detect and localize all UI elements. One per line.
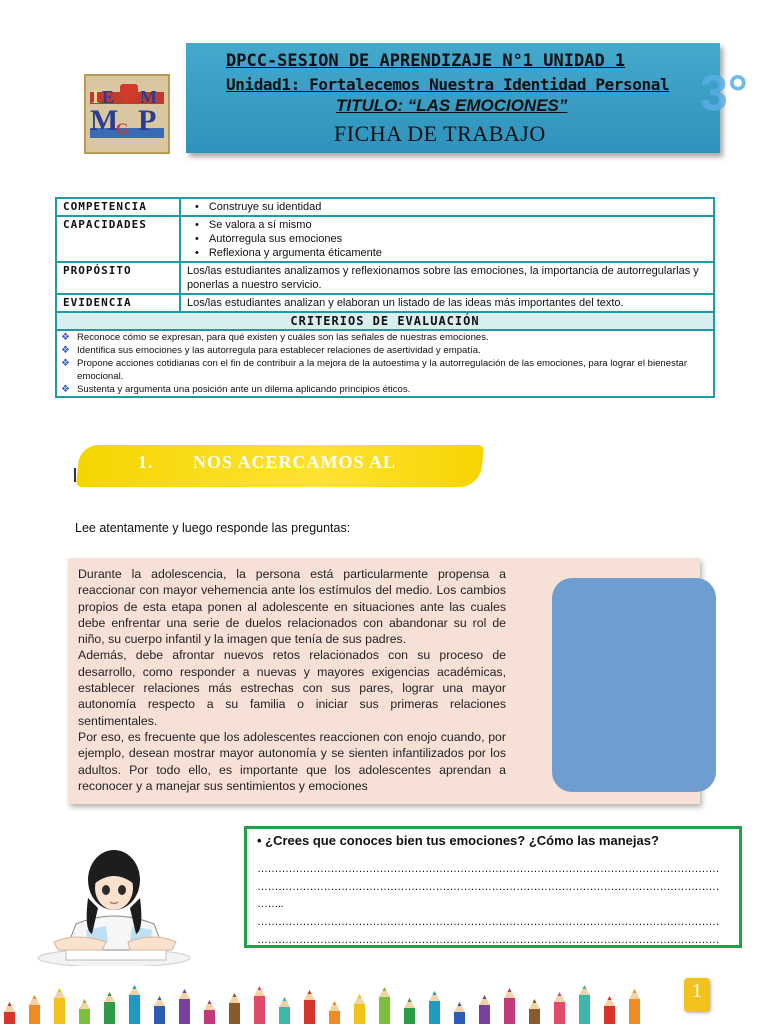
reading-paragraph: Durante la adolescencia, la persona está particularmente propensa a reaccionar con mayor vehemencia ante los estímulos del medio. Los cambios propios de esta etapa ponen al adolescente en situaciones ante las cuales debe enfrentar una serie de duelos relacionados con abandonar su rol de niño, su cuerpo infantil y la imagen que tenía de sus padres.: [78, 567, 506, 647]
proposito-row: [57, 263, 713, 295]
capacidad-item: • Reflexiona y argumenta éticamente: [195, 246, 707, 260]
evidencia-text: Los/las estudiantes analizan y elaboran un listado de las ideas más importantes del texto.: [187, 297, 624, 309]
student-girl-illustration: [36, 838, 196, 966]
instruction-text: Lee atentamente y luego responde las preguntas:: [75, 521, 351, 535]
competencia-item: • Construye su identidad: [195, 200, 707, 214]
criterio-text: Sustenta y argumenta una posición ante un dilema aplicando principios éticos.: [77, 384, 411, 395]
section-heading: [138, 452, 396, 473]
competencia-row: [57, 199, 713, 217]
pencil-lead: [533, 999, 537, 1003]
logo-letter: I: [92, 87, 100, 107]
pencil-body: [479, 1005, 490, 1024]
pencil-lead: [383, 987, 387, 991]
criterio-item: [61, 357, 709, 383]
pencil-body: [629, 999, 640, 1024]
diamond-bullet-icon: ❖: [61, 358, 70, 369]
reading-paragraph: Además, debe afrontar nuevos retos relacionados con su proceso de desarrollo, como responder a nuevas y mayores exigencias académicas, establecer relaciones más estrechas con sus pares, lograr una mayor autonomía respecto a su familia o iniciar sus primeras relaciones sentimentales.: [78, 648, 506, 728]
criterio-item: [61, 344, 709, 357]
school-logo: [84, 74, 170, 154]
logo-letter: E: [102, 87, 115, 107]
reading-text: [78, 566, 506, 794]
proposito-label: PROPÓSITO: [57, 263, 181, 293]
criterios-heading: CRITERIOS DE EVALUACIÓN: [57, 313, 713, 331]
pencil-body: [154, 1006, 165, 1024]
pencil-lead: [58, 988, 62, 992]
criterio-text: Identifica sus emociones y las autorregula para establecer relaciones de asertividad y empatía.: [77, 345, 481, 356]
pencil-lead: [458, 1002, 462, 1006]
question-text: • ¿Crees que conoces bien tus emociones? ¿Cómo las manejas?: [257, 833, 659, 848]
section-title: NOS ACERCAMOS AL: [193, 452, 397, 472]
grade-label: 3°: [700, 65, 748, 121]
pencil-body: [379, 997, 390, 1024]
answer-line[interactable]: ……………………………………………………………………………………………………………………: [257, 916, 719, 928]
pencil-lead: [358, 994, 362, 998]
pencil-body: [579, 995, 590, 1024]
lesson-title: TITULO: “LAS EMOCIONES”: [336, 96, 568, 115]
pencil-body: [604, 1006, 615, 1024]
criterio-item: [61, 331, 709, 344]
pencil-lead: [183, 989, 187, 993]
pencil-body: [179, 999, 190, 1024]
pencil-body: [104, 1002, 115, 1024]
reading-paragraph: Por eso, es frecuente que los adolescentes reaccionen con enojo cuando, por ejemplo, desean mostrar mayor autonomía y se sienten infantilizados por los adultos. Por todo ello, es importante que los adolescentes aprendan a reconocer y a manejar sus sentimientos y emociones: [78, 729, 506, 793]
pencil-lead: [408, 998, 412, 1002]
diamond-bullet-icon: ❖: [61, 384, 70, 395]
pencil-body: [254, 996, 265, 1024]
pencil-body: [304, 1000, 315, 1024]
diamond-bullet-icon: ❖: [61, 332, 70, 343]
pencil-lead: [558, 992, 562, 996]
pencil-lead: [308, 990, 312, 994]
worksheet-title: FICHA DE TRABAJO: [334, 121, 546, 146]
competency-table: [55, 197, 715, 398]
pencil-body: [354, 1004, 365, 1024]
pencil-lead: [508, 988, 512, 992]
page-number: 1: [692, 980, 702, 1002]
section-number: 1.: [138, 452, 154, 472]
capacidades-row: [57, 217, 713, 263]
pencil-lead: [233, 993, 237, 997]
diamond-bullet-icon: ❖: [61, 345, 70, 356]
logo-letter: M: [140, 87, 157, 107]
logo-letter: M: [90, 104, 119, 137]
image-placeholder-card: [552, 578, 716, 792]
pencil-lead: [208, 1000, 212, 1004]
pencil-body: [429, 1001, 440, 1024]
capacidades-label: CAPACIDADES: [57, 217, 181, 261]
pencil-lead: [83, 999, 87, 1003]
pencil-lead: [33, 995, 37, 999]
proposito-text: Los/las estudiantes analizamos y reflexionamos sobre las emociones, la importancia de autorregularlas y ponerlas a nuestro servicio.: [187, 265, 699, 291]
pencil-lead: [108, 992, 112, 996]
pencil-lead: [8, 1002, 12, 1006]
unit-title: Unidad1: Fortalecemos Nuestra Identidad Personal: [226, 75, 670, 94]
pencil-body: [204, 1010, 215, 1024]
answer-line[interactable]: ……………………………………………………………………………………………………………………: [257, 863, 719, 875]
pencil-body: [129, 995, 140, 1024]
pencil-body: [454, 1012, 465, 1024]
pencil-lead: [333, 1001, 337, 1005]
pencil-body: [529, 1009, 540, 1024]
logo-letter: P: [138, 104, 157, 137]
pencil-lead: [258, 986, 262, 990]
answer-line[interactable]: ……………………………………………………………………………………………………………………: [257, 881, 719, 893]
pencil-body: [4, 1012, 15, 1024]
pencil-body: [404, 1008, 415, 1024]
answer-line[interactable]: ……..: [257, 898, 284, 910]
evidencia-row: [57, 295, 713, 313]
pencil-lead: [608, 996, 612, 1000]
pencil-body: [229, 1003, 240, 1024]
pencil-lead: [583, 985, 587, 989]
pencil-lead: [483, 995, 487, 999]
session-title: DPCC-SESION DE APRENDIZAJE N°1 UNIDAD 1: [226, 51, 626, 71]
answer-line[interactable]: ……………………………………………………………………………………………………………………: [257, 934, 719, 946]
pencil-body: [554, 1002, 565, 1024]
pencil-body: [279, 1007, 290, 1024]
pencil-body: [54, 998, 65, 1024]
text-cursor-mark: [74, 468, 76, 482]
page-number-badge: [684, 978, 710, 1012]
criterios-list: [57, 331, 713, 396]
pencil-lead: [158, 996, 162, 1000]
logo-letter: G: [116, 121, 129, 138]
session-header: [186, 43, 720, 153]
pencil-lead: [283, 997, 287, 1001]
pencil-lead: [133, 985, 137, 989]
pencil-lead: [433, 991, 437, 995]
criterio-text: Reconoce cómo se expresan, para qué existen y cuáles son las señales de nuestras emociones.: [77, 332, 489, 343]
capacidad-item: • Se valora a sí mismo: [195, 218, 707, 232]
competencia-label: COMPETENCIA: [57, 199, 181, 215]
colored-pencils-decoration: [0, 980, 768, 1024]
shield-icon: [120, 84, 138, 102]
capacidad-item: • Autorregula sus emociones: [195, 232, 707, 246]
question-box: [244, 826, 742, 948]
criterio-text: Propone acciones cotidianas con el fin de contribuir a la mejora de la autoestima y la autorregulación de las emociones, para lograr el bienestar emocional.: [77, 358, 688, 382]
criterio-item: [61, 383, 709, 396]
pencil-body: [29, 1005, 40, 1024]
pencil-body: [329, 1011, 340, 1024]
evidencia-label: EVIDENCIA: [57, 295, 181, 311]
pencil-lead: [633, 989, 637, 993]
pencil-body: [504, 998, 515, 1024]
pencil-body: [79, 1009, 90, 1024]
